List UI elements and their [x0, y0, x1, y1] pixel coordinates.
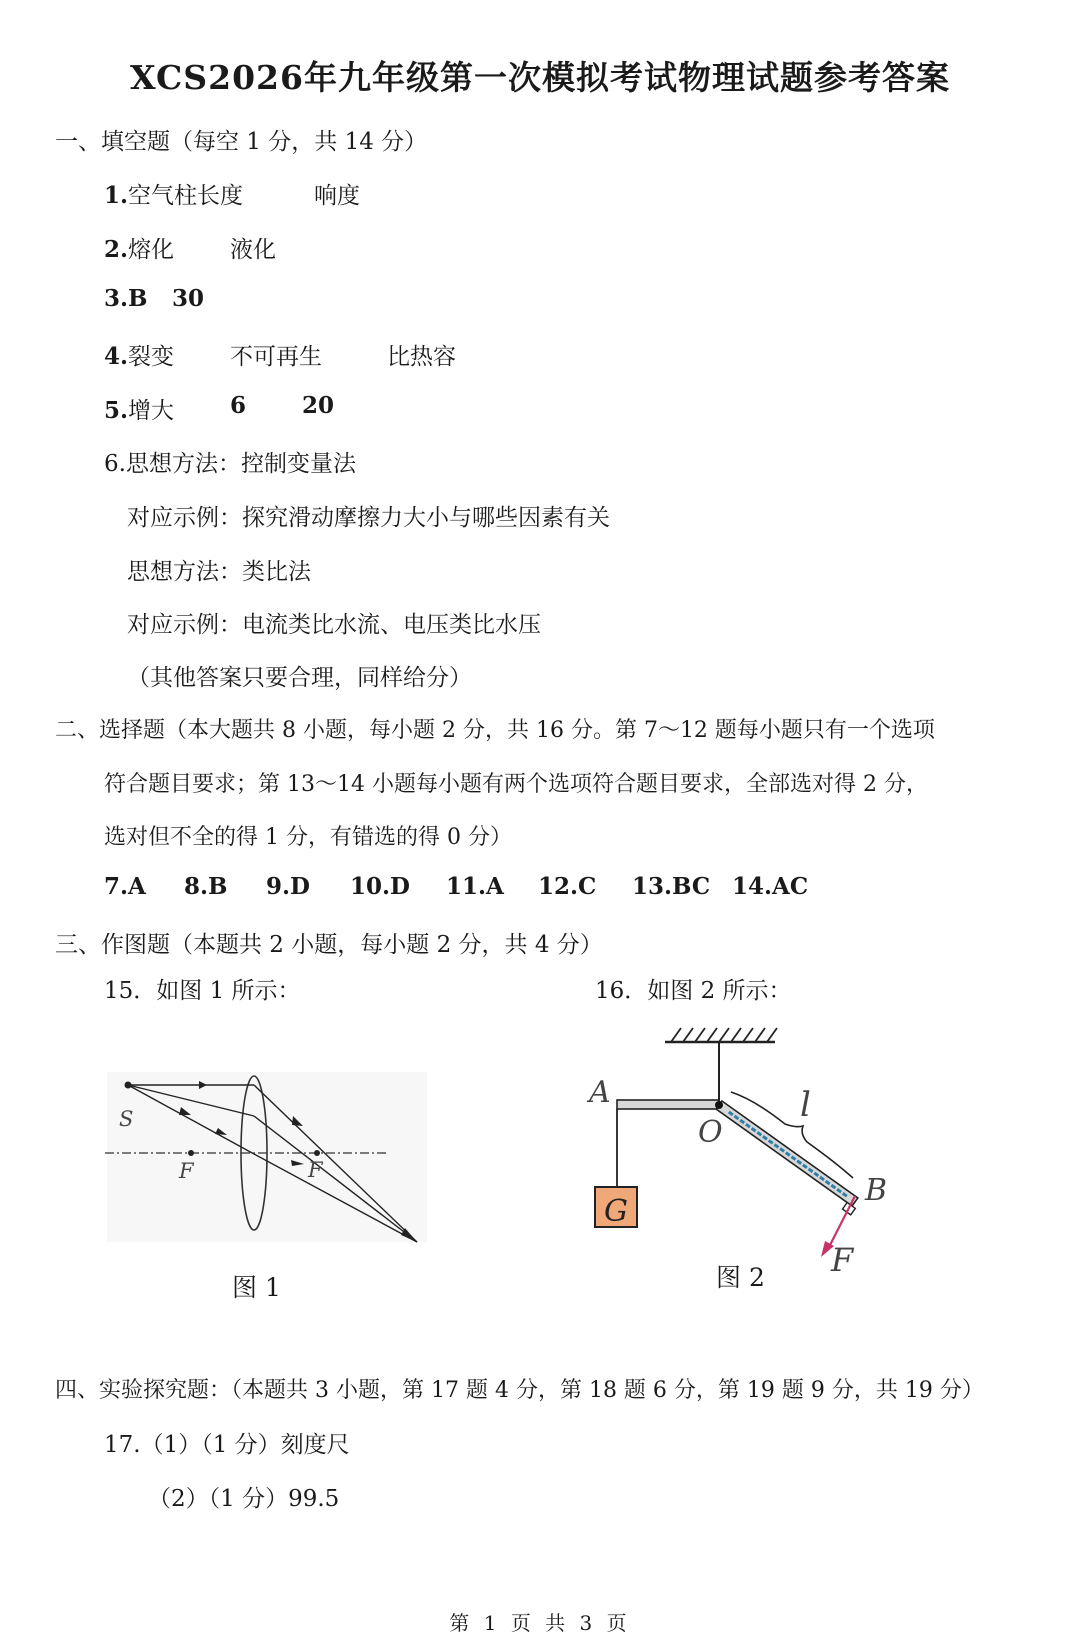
q6-line3: 思想方法：类比法: [127, 559, 311, 585]
page-title: XCS2026年九年级第一次模拟考试物理试题参考答案: [130, 58, 950, 97]
choice-answer: 9.D: [266, 873, 310, 900]
q4-answer-a: 裂变: [128, 344, 175, 370]
choice-answers-row: [104, 873, 864, 903]
choice-answer: 14.AC: [732, 873, 809, 900]
page-footer: 第 1 页 共 3 页: [449, 1611, 631, 1635]
q3-row: [104, 285, 205, 312]
q5-row: [104, 392, 335, 425]
q3-answer-a: B: [128, 285, 148, 312]
figure1-lens-diagram: [95, 1060, 435, 1250]
q1-row: [104, 177, 360, 210]
label-o: O: [698, 1115, 723, 1150]
q5-answer-b: 6: [230, 392, 247, 419]
lever-arm-ao: [617, 1100, 719, 1109]
section2-line3: 选对但不全的得 1 分，有错选的得 0 分）: [104, 825, 512, 850]
choice-answer: 12.C: [538, 873, 597, 900]
q6-line1: 6.思想方法：控制变量法: [104, 451, 356, 477]
choice-answer: 10.D: [350, 873, 410, 900]
label-f-right: F: [308, 1158, 323, 1182]
q6-line5: （其他答案只要合理，同样给分）: [127, 665, 472, 691]
point-s: [125, 1082, 132, 1089]
label-b: B: [865, 1173, 888, 1208]
choice-answer: 13.BC: [632, 873, 711, 900]
q1-number: 1.: [104, 182, 129, 209]
section1-heading: 一、填空题（每空 1 分，共 14 分）: [55, 129, 428, 155]
figure2-caption: 图 2: [716, 1263, 765, 1292]
figure1-caption: 图 1: [232, 1273, 281, 1302]
q4-answer-b: 不可再生: [230, 344, 322, 370]
focus-right: [314, 1150, 320, 1156]
section2-line1: 二、选择题（本大题共 8 小题，每小题 2 分，共 16 分。第 7～12 题每小题只有一个选项: [55, 718, 935, 743]
q2-answer-b: 液化: [230, 237, 276, 263]
focus-left: [188, 1150, 194, 1156]
q2-number: 2.: [104, 236, 129, 263]
label-l: l: [800, 1085, 811, 1125]
q5-answer-c: 20: [302, 392, 335, 419]
label-g: G: [604, 1194, 628, 1229]
label-f: F: [831, 1241, 854, 1275]
length-brace: [731, 1092, 853, 1178]
q3-number: 3.: [104, 285, 129, 312]
q4-answer-c: 比热容: [387, 344, 456, 370]
q2-answer-a: 熔化: [128, 237, 175, 263]
q1-answer-b: 响度: [314, 183, 360, 209]
choice-answer: 8.B: [184, 873, 228, 900]
section4-heading: 四、实验探究题：（本题共 3 小题，第 17 题 4 分，第 18 题 6 分，第 19 题 9 分，共 19 分）: [55, 1378, 984, 1403]
section3-heading: 三、作图题（本题共 2 小题，每小题 2 分，共 4 分）: [55, 932, 603, 958]
q5-answer-a: 增大: [128, 398, 175, 424]
q1-answer-a: 空气柱长度: [128, 183, 244, 209]
label-f-left: F: [179, 1159, 194, 1183]
q6-line4: 对应示例：电流类比水流、电压类比水压: [127, 612, 541, 638]
choice-answer: 11.A: [446, 873, 504, 900]
choice-answer: 7.A: [104, 873, 146, 900]
label-a: A: [589, 1075, 611, 1110]
pivot-o: [715, 1101, 723, 1109]
q2-row: [104, 231, 276, 264]
q4-number: 4.: [104, 343, 129, 370]
lever-arm-ob: [711, 1101, 861, 1215]
q15-label: 15．如图 1 所示：: [104, 978, 301, 1004]
q17-part2: （2）（1 分）99.5: [148, 1486, 340, 1512]
q3-answer-b: 30: [172, 285, 205, 312]
figure2-lever-diagram: [585, 1020, 905, 1275]
q6-line2: 对应示例：探究滑动摩擦力大小与哪些因素有关: [127, 505, 610, 531]
q17-part1: 17.（1）（1 分）刻度尺: [104, 1432, 350, 1458]
label-s: S: [119, 1107, 134, 1131]
section2-line2: 符合题目要求；第 13～14 小题每小题有两个选项符合题目要求，全部选对得 2 分，: [104, 772, 928, 797]
q5-number: 5.: [104, 397, 129, 424]
ceiling-hatch: [671, 1028, 777, 1042]
q4-row: [104, 338, 456, 371]
q16-label: 16．如图 2 所示：: [595, 978, 792, 1004]
